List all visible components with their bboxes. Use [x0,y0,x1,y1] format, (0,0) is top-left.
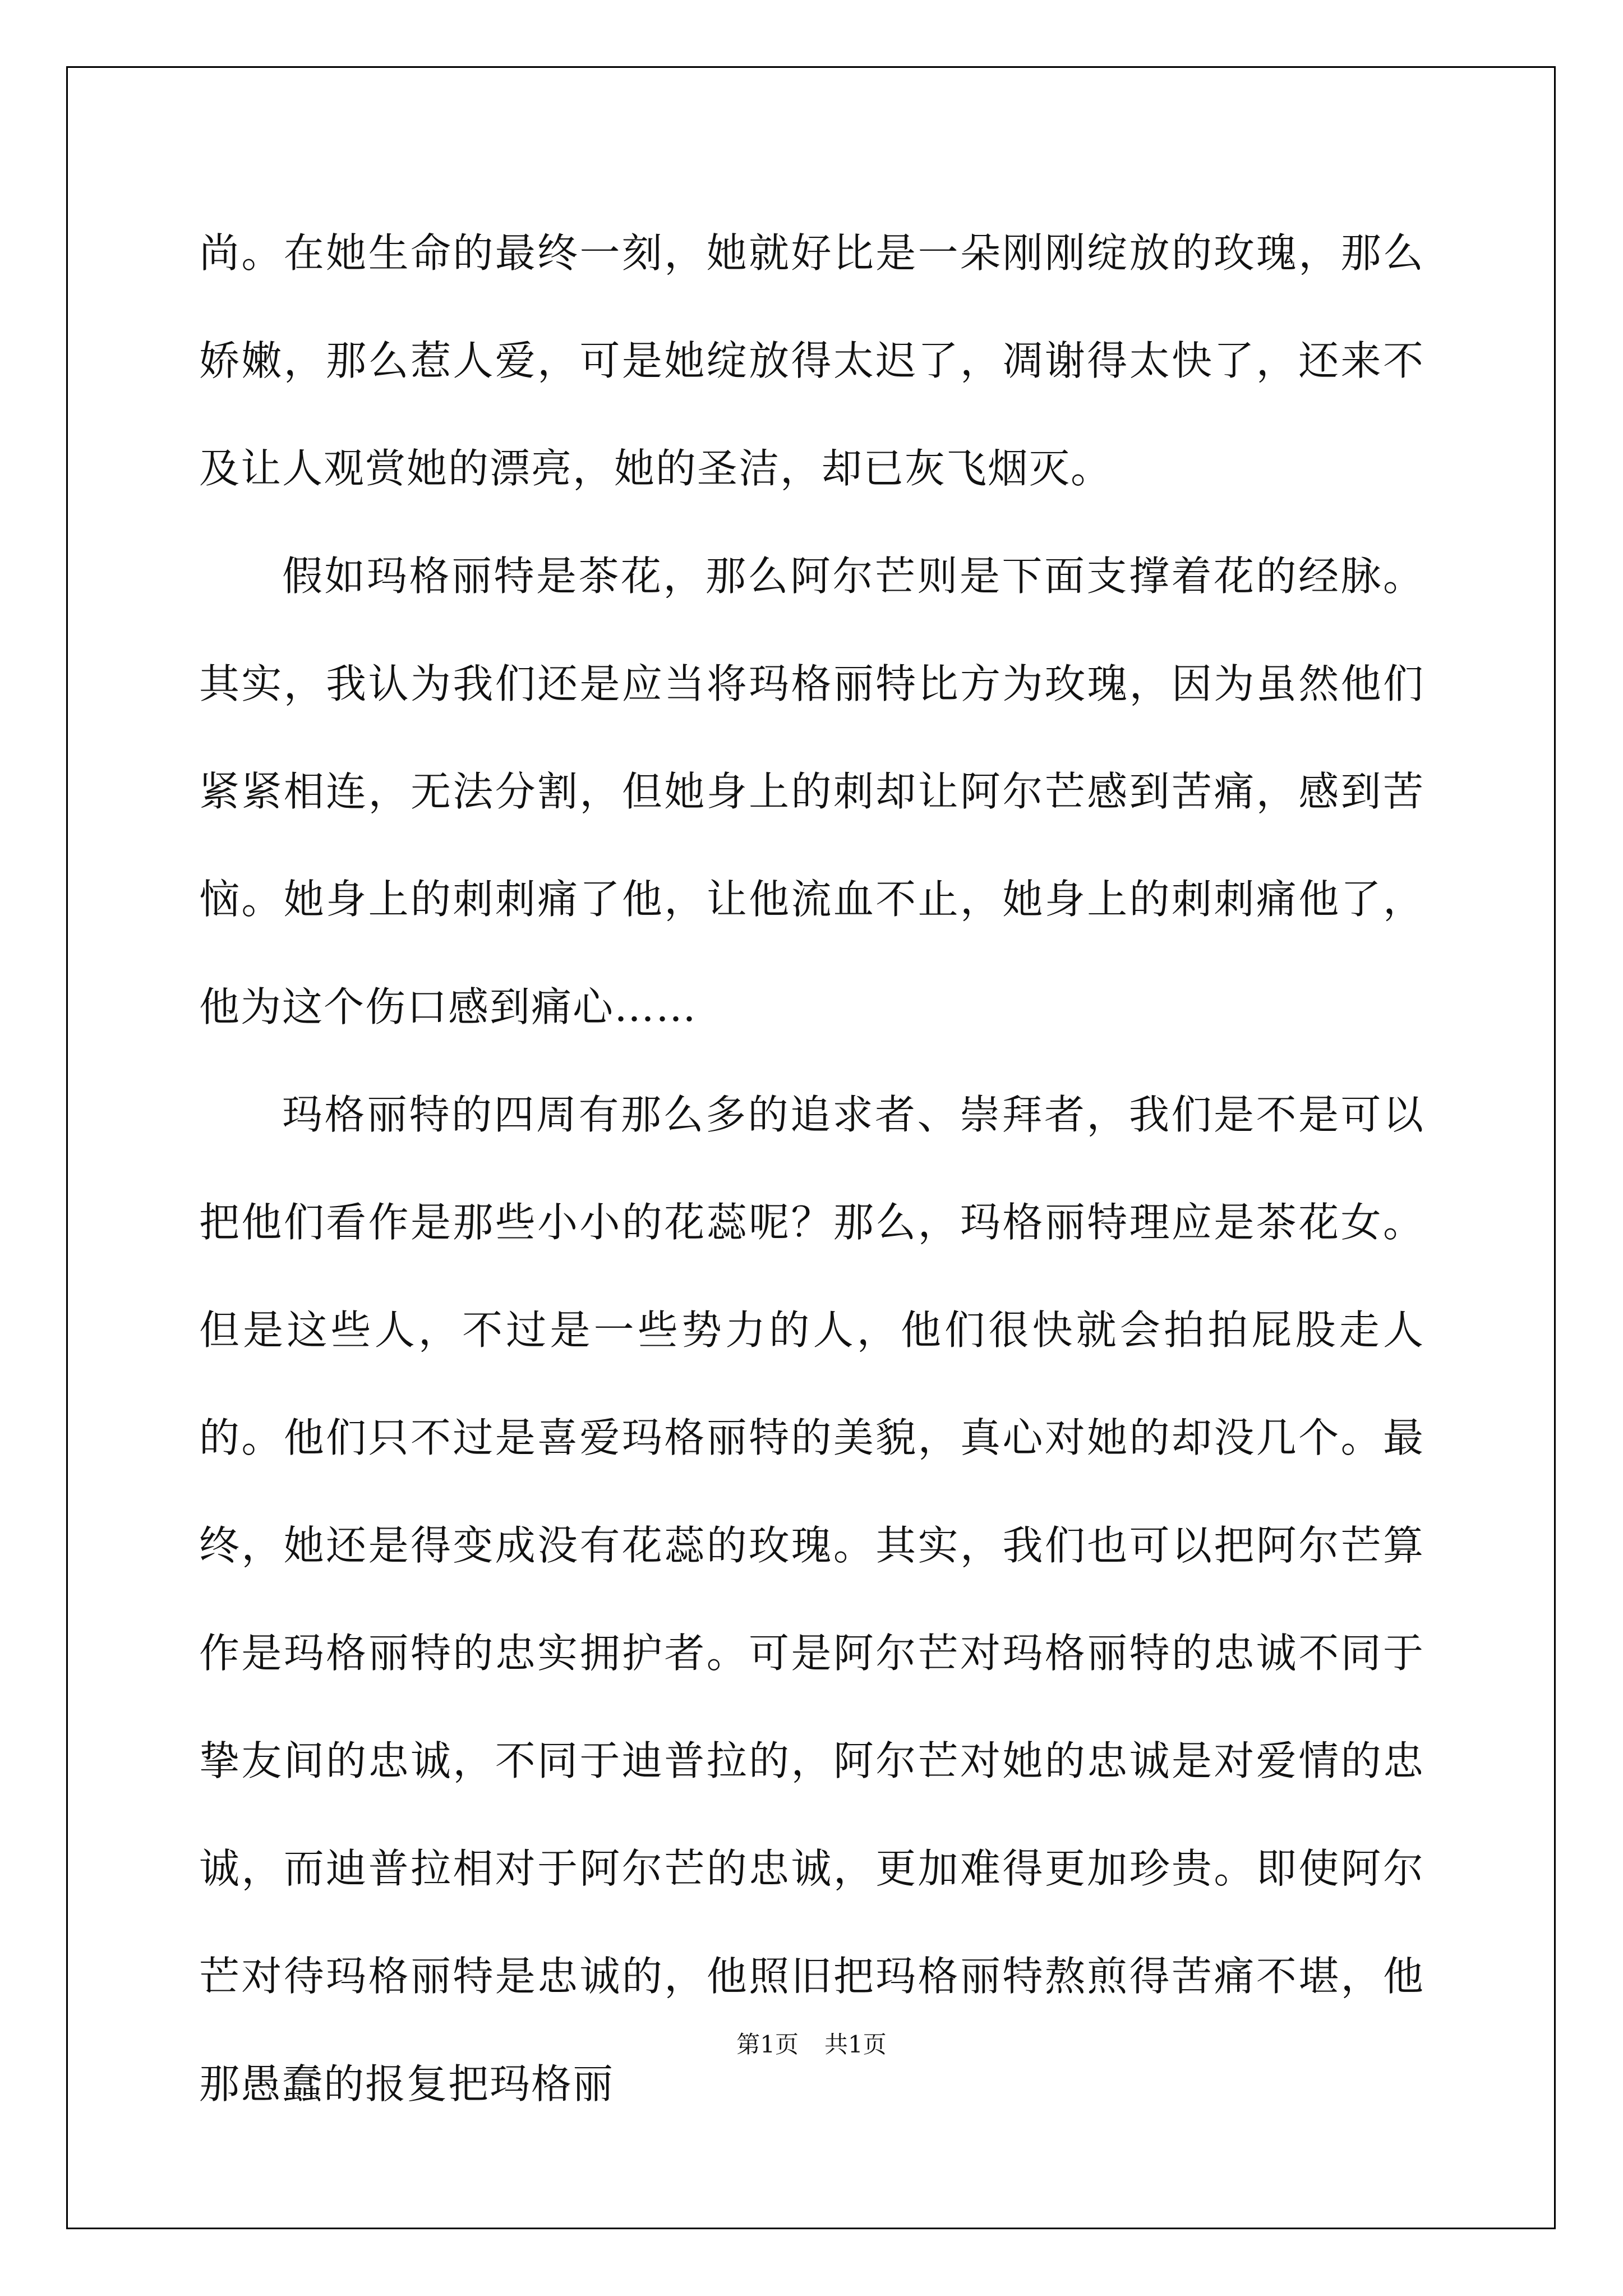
page-total: 共1页 [824,2031,887,2058]
paragraph-1: 尚。在她生命的最终一刻，她就好比是一朵刚刚绽放的玫瑰，那么娇嫩，那么惹人爱，可是她绽放得太迟了，凋谢得太快了，还来不及让人观赏她的漂亮，她的圣洁，却已灰飞烟灭。 [199,229,1424,492]
paragraph-3: 玛格丽特的四周有那么多的追求者、崇拜者，我们是不是可以把他们看作是那些小小的花蕊呢？那么，玛格丽特理应是茶花女。但是这些人，不过是一些势力的人，他们很快就会拍拍屁股走人的。他们只不过是喜爱玛格丽特的美貌，真心对她的却没几个。最终，她还是得变成没有花蕊的玫瑰。其实，我们也可以把阿尔芒算作是玛格丽特的忠实拥护者。可是阿尔芒对玛格丽特的忠诚不同于挚友间的忠诚，不同于迪普拉的，阿尔芒对她的忠诚是对爱情的忠诚，而迪普拉相对于阿尔芒的忠诚，更加难得更加珍贵。即使阿尔芒对待玛格丽特是忠诚的，他照旧把玛格丽特熬煎得苦痛不堪，他那愚蠢的报复把玛格丽 [199,1091,1424,2108]
document-body [199,199,1424,2138]
page-footer [0,2026,1623,2060]
paragraph-2: 假如玛格丽特是茶花，那么阿尔芒则是下面支撑着花的经脉。其实，我认为我们还是应当将玛格丽特比方为玫瑰，因为虽然他们紧紧相连，无法分割，但她身上的刺却让阿尔芒感到苦痛，感到苦恼。她身上的刺刺痛了他，让他流血不止，她身上的刺刺痛他了，他为这个伤口感到痛心…… [199,553,1424,1030]
page-number: 第1页 [736,2031,799,2058]
